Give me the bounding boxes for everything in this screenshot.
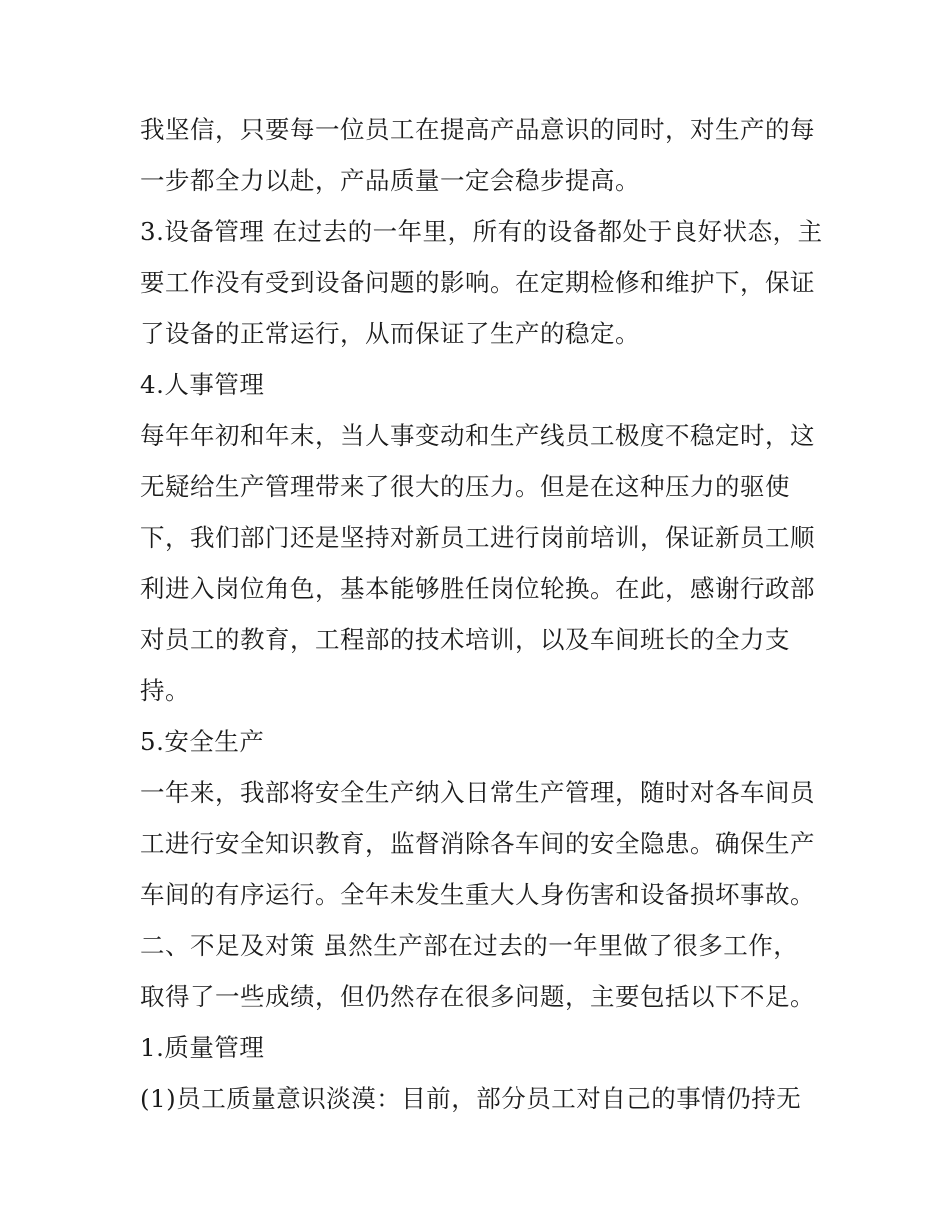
- text-line: 无疑给生产管理带来了很大的压力。但是在这种压力的驱使: [140, 472, 790, 501]
- text-line: 每年年初和年末，当人事变动和生产线员工极度不稳定时，这: [140, 421, 815, 450]
- text-line: 利进入岗位角色，基本能够胜任岗位轮换。在此，感谢行政部: [140, 574, 815, 603]
- text-line: 下，我们部门还是坚持对新员工进行岗前培训，保证新员工顺: [140, 523, 815, 552]
- section-heading-safety: 5.安全生产: [140, 727, 265, 756]
- section-heading-shortcomings: 二、不足及对策 虽然生产部在过去的一年里做了很多工作，: [140, 931, 799, 960]
- text-line: 一年来，我部将安全生产纳入日常生产管理，随时对各车间员: [140, 778, 815, 807]
- section-heading-personnel: 4.人事管理: [140, 370, 265, 399]
- text-line: 一步都全力以赴，产品质量一定会稳步提高。: [140, 166, 640, 195]
- text-line: 对员工的教育，工程部的技术培训，以及车间班长的全力支: [140, 625, 790, 654]
- text-line: 我坚信，只要每一位员工在提高产品意识的同时，对生产的每: [140, 115, 815, 144]
- section-heading-equipment: 3.设备管理 在过去的一年里，所有的设备都处于良好状态，主: [140, 217, 823, 246]
- text-line: 取得了一些成绩，但仍然存在很多问题，主要包括以下不足。: [140, 982, 815, 1011]
- text-line: 持。: [140, 676, 190, 705]
- text-line: 了设备的正常运行，从而保证了生产的稳定。: [140, 319, 640, 348]
- text-line: 车间的有序运行。全年未发生重大人身伤害和设备损坏事故。: [140, 880, 815, 909]
- document-body: [140, 104, 830, 1124]
- text-line: (1)员工质量意识淡漠：目前，部分员工对自己的事情仍持无: [140, 1084, 802, 1113]
- text-line: 要工作没有受到设备问题的影响。在定期检修和维护下，保证: [140, 268, 815, 297]
- text-line: 工进行安全知识教育，监督消除各车间的安全隐患。确保生产: [140, 829, 815, 858]
- section-heading-quality: 1.质量管理: [140, 1033, 265, 1062]
